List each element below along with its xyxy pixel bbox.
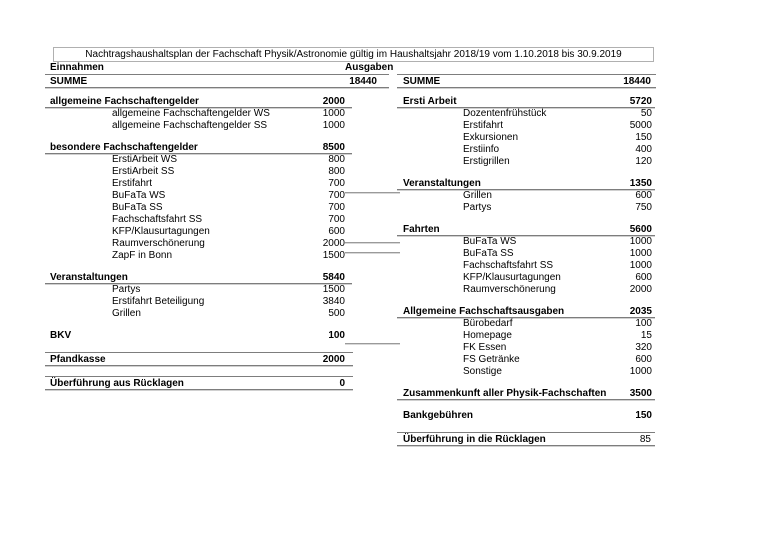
row-label: Veranstaltungen xyxy=(50,272,128,283)
row-value: 50 xyxy=(640,108,652,119)
row-value: 600 xyxy=(635,190,652,201)
row-value: 1000 xyxy=(322,120,345,131)
spacer-row xyxy=(45,262,389,272)
row-value: 5720 xyxy=(629,96,652,107)
budget-row xyxy=(45,330,389,342)
row-label: allgemeine Fachschaftengelder SS xyxy=(112,120,268,131)
row-value: 400 xyxy=(635,144,652,155)
budget-row xyxy=(397,236,656,248)
budget-row xyxy=(397,108,656,120)
row-label: Ersti Arbeit xyxy=(403,96,457,107)
budget-row xyxy=(45,120,389,132)
row-label: Partys xyxy=(463,202,492,213)
budget-row xyxy=(45,96,389,108)
row-value: 700 xyxy=(328,202,345,213)
row-value: 500 xyxy=(328,308,345,319)
budget-row xyxy=(45,296,389,308)
row-label: Erstifahrt xyxy=(463,120,504,131)
row-value: 1000 xyxy=(629,260,652,271)
row-value: 320 xyxy=(635,342,652,353)
row-value: 1000 xyxy=(322,108,345,119)
budget-row xyxy=(397,272,656,284)
row-label: Partys xyxy=(112,284,141,295)
empty-cell-border xyxy=(345,242,400,243)
expenses-total-value: 18440 xyxy=(623,76,651,87)
expenses-total-row xyxy=(397,74,656,88)
row-value: 600 xyxy=(328,226,345,237)
row-label: BuFaTa SS xyxy=(463,248,514,259)
row-label: ErstiArbeit SS xyxy=(112,166,175,177)
row-label: KFP/Klausurtagungen xyxy=(112,226,210,237)
budget-row xyxy=(45,272,389,284)
row-label: ZapF in Bonn xyxy=(112,250,173,261)
row-label: Erstifahrt xyxy=(112,178,153,189)
row-value: 2000 xyxy=(322,96,345,107)
budget-row xyxy=(397,284,656,296)
row-value: 5840 xyxy=(322,272,345,283)
row-label: allgemeine Fachschaftengelder WS xyxy=(112,108,270,119)
row-label: Fachschaftsfahrt SS xyxy=(463,260,554,271)
row-value: 1500 xyxy=(322,250,345,261)
row-value: 120 xyxy=(635,156,652,167)
budget-row xyxy=(397,132,656,144)
row-value: 150 xyxy=(635,410,652,421)
row-value: 700 xyxy=(328,214,345,225)
budget-row xyxy=(45,250,389,262)
row-label: Überführung aus Rücklagen xyxy=(50,378,184,389)
row-value: 2000 xyxy=(322,238,345,249)
expenses-column-header: Ausgaben xyxy=(345,62,394,73)
row-value: 5600 xyxy=(629,224,652,235)
row-label: Fahrten xyxy=(403,224,440,235)
expenses-total-label: SUMME xyxy=(403,76,441,87)
budget-row xyxy=(45,214,389,226)
row-value: 700 xyxy=(328,190,345,201)
row-label: Dozentenfrühstück xyxy=(463,108,547,119)
budget-row xyxy=(397,190,656,202)
spacer-row xyxy=(397,378,656,388)
row-label: BuFaTa WS xyxy=(463,236,517,247)
budget-row xyxy=(45,178,389,190)
row-value: 600 xyxy=(635,272,652,283)
row-label: ErstiArbeit WS xyxy=(112,154,178,165)
spacer-row xyxy=(397,400,656,410)
row-label: Fachschaftsfahrt SS xyxy=(112,214,203,225)
row-value: 100 xyxy=(328,330,345,341)
budget-row xyxy=(45,308,389,320)
income-total-value: 18440 xyxy=(349,76,377,87)
budget-row xyxy=(397,120,656,132)
income-rows xyxy=(45,96,389,390)
row-label: Sonstige xyxy=(463,366,502,377)
row-value: 15 xyxy=(640,330,652,341)
row-value: 5000 xyxy=(629,120,652,131)
budget-row xyxy=(397,432,655,446)
budget-row xyxy=(397,306,656,318)
row-label: Überführung in die Rücklagen xyxy=(403,434,546,445)
row-value: 1350 xyxy=(629,178,652,189)
row-label: Bürobedarf xyxy=(463,318,513,329)
budget-row xyxy=(45,376,353,390)
row-value: 1000 xyxy=(629,236,652,247)
budget-row xyxy=(397,144,656,156)
budget-row xyxy=(45,202,389,214)
budget-row xyxy=(397,330,656,342)
income-column-header: Einnahmen xyxy=(50,62,104,73)
row-label: Bankgebühren xyxy=(403,410,474,421)
income-total-label: SUMME xyxy=(50,76,88,87)
row-value: 2035 xyxy=(629,306,652,317)
row-label: allgemeine Fachschaftengelder xyxy=(50,96,199,107)
row-label: besondere Fachschaftengelder xyxy=(50,142,198,153)
budget-row xyxy=(45,108,389,120)
row-value: 100 xyxy=(635,318,652,329)
budget-row xyxy=(397,178,656,190)
spacer-row xyxy=(45,366,389,376)
row-value: 600 xyxy=(635,354,652,365)
spacer-row xyxy=(397,214,656,224)
budget-row xyxy=(397,354,656,366)
budget-row xyxy=(45,142,389,154)
budget-row xyxy=(397,410,656,422)
row-value: 85 xyxy=(639,434,651,445)
row-label: BuFaTa WS xyxy=(112,190,166,201)
row-value: 800 xyxy=(328,154,345,165)
row-value: 750 xyxy=(635,202,652,213)
row-label: Zusammenkunft aller Physik-Fachschaften xyxy=(403,388,607,399)
spacer-row xyxy=(397,168,656,178)
budget-row xyxy=(397,366,656,378)
row-value: 8500 xyxy=(322,142,345,153)
row-value: 700 xyxy=(328,178,345,189)
budget-row xyxy=(45,190,389,202)
budget-row xyxy=(45,226,389,238)
row-value: 1500 xyxy=(322,284,345,295)
budget-row xyxy=(397,342,656,354)
document-title: Nachtragshaushaltsplan der Fachschaft Physik/Astronomie gültig im Haushaltsjahr 2018/19 vom 1.10.2018 bis 30.9.2019 xyxy=(53,47,654,62)
budget-row xyxy=(45,154,389,166)
budget-row xyxy=(397,96,656,108)
spacer-row xyxy=(397,422,656,432)
spacer-row xyxy=(45,320,389,330)
row-value: 0 xyxy=(339,378,345,389)
budget-row xyxy=(45,284,389,296)
row-label: FK Essen xyxy=(463,342,507,353)
row-label: Pfandkasse xyxy=(50,354,106,365)
row-label: Erstiinfo xyxy=(463,144,500,155)
row-value: 1000 xyxy=(629,248,652,259)
row-value: 3500 xyxy=(629,388,652,399)
row-value: 3840 xyxy=(322,296,345,307)
spacer-row xyxy=(45,342,389,352)
empty-cell-border xyxy=(345,192,400,193)
empty-cell-border xyxy=(345,252,400,253)
expenses-rows xyxy=(397,96,656,446)
spacer-row xyxy=(397,296,656,306)
row-value: 2000 xyxy=(629,284,652,295)
budget-row xyxy=(397,224,656,236)
row-value: 2000 xyxy=(322,354,345,365)
budget-row xyxy=(45,166,389,178)
row-label: BKV xyxy=(50,330,72,341)
row-label: Allgemeine Fachschaftsausgaben xyxy=(403,306,565,317)
budget-row xyxy=(397,318,656,330)
budget-row xyxy=(397,388,656,400)
row-label: Raumverschönerung xyxy=(463,284,556,295)
income-total-row xyxy=(45,74,389,88)
row-value: 150 xyxy=(635,132,652,143)
spacer-row xyxy=(45,132,389,142)
row-label: Veranstaltungen xyxy=(403,178,481,189)
row-label: FS Getränke xyxy=(463,354,520,365)
row-label: Grillen xyxy=(112,308,141,319)
budget-row xyxy=(397,202,656,214)
budget-row xyxy=(45,352,353,366)
budget-row xyxy=(397,156,656,168)
row-label: BuFaTa SS xyxy=(112,202,163,213)
row-label: Raumverschönerung xyxy=(112,238,205,249)
empty-cell-border xyxy=(345,343,400,344)
row-label: Erstigrillen xyxy=(463,156,510,167)
row-label: KFP/Klausurtagungen xyxy=(463,272,561,283)
row-label: Erstifahrt Beteiligung xyxy=(112,296,205,307)
row-label: Homepage xyxy=(463,330,512,341)
row-label: Exkursionen xyxy=(463,132,519,143)
budget-row xyxy=(397,260,656,272)
budget-row xyxy=(45,238,389,250)
budget-row xyxy=(397,248,656,260)
row-value: 800 xyxy=(328,166,345,177)
row-value: 1000 xyxy=(629,366,652,377)
row-label: Grillen xyxy=(463,190,492,201)
